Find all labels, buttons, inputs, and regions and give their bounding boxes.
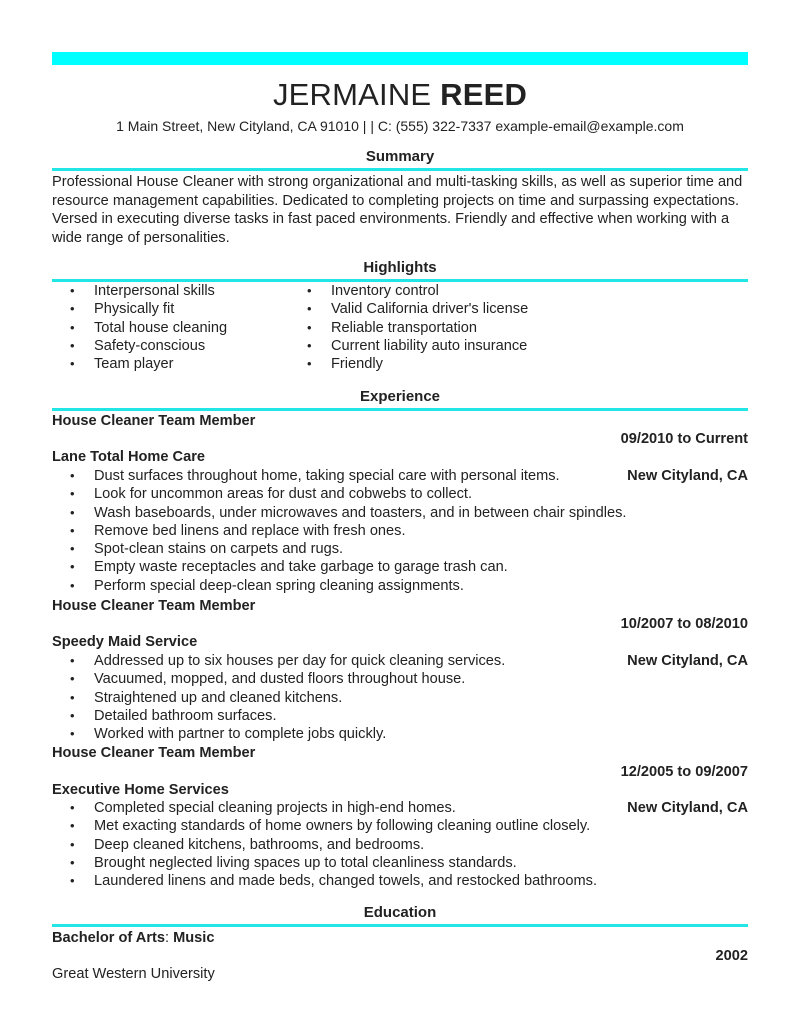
- bullet-icon: •: [70, 356, 75, 372]
- bullet-icon: •: [70, 468, 75, 483]
- bullet-icon: •: [70, 283, 75, 298]
- job-dates: 09/2010 to Current: [620, 431, 748, 447]
- highlight-item: • Reliable transportation: [307, 319, 478, 336]
- job-bullet: • Perform special deep-clean spring cleaning assignments.: [70, 577, 464, 594]
- job-title: House Cleaner Team Member: [52, 598, 256, 614]
- company-name: Lane Total Home Care: [52, 449, 205, 465]
- bullet-icon: •: [70, 301, 75, 317]
- job-bullet: • Wash baseboards, under microwaves and toasters, and in between chair spindles.: [70, 504, 627, 521]
- bullet-icon: •: [70, 522, 75, 538]
- degree-separator: :: [165, 930, 174, 946]
- degree: [52, 929, 214, 947]
- job-bullet: • Completed special cleaning projects in high-end homes.: [70, 800, 456, 816]
- section-title-experience: Experience: [359, 388, 441, 405]
- bullet-icon: •: [307, 283, 312, 298]
- section-divider: [52, 408, 748, 411]
- highlight-item: • Current liability auto insurance: [307, 337, 528, 354]
- bullet-icon: •: [70, 541, 75, 557]
- degree-name: Bachelor of Arts: [52, 930, 165, 946]
- job-bullet: • Dust surfaces throughout home, taking special care with personal items.: [70, 468, 560, 484]
- graduation-year: 2002: [715, 948, 748, 964]
- bullet-icon: •: [70, 577, 75, 593]
- candidate-name: [52, 77, 748, 113]
- bullet-icon: •: [307, 337, 312, 353]
- job-bullet: • Laundered linens and made beds, changed towels, and restocked bathrooms.: [70, 873, 598, 890]
- school-name: Great Western University: [52, 966, 215, 982]
- bullet-icon: •: [70, 559, 75, 575]
- job-title: House Cleaner Team Member: [52, 745, 256, 761]
- bullet-icon: •: [70, 504, 75, 520]
- bullet-icon: •: [70, 873, 75, 889]
- job-location: New Cityland, CA: [627, 653, 748, 669]
- job-title: House Cleaner Team Member: [52, 413, 256, 429]
- summary-text: Professional House Cleaner with strong organizational and multi-tasking skills, as well as superior time and resource management capabilities. Dedicated to completing projects on time and surpassing expectations. Versed in executing diverse tasks in fast paced environments. Friendly and effective when working with a wide range of personalities.: [52, 174, 743, 246]
- job-bullet: • Worked with partner to complete jobs quickly.: [70, 726, 387, 743]
- degree-field: Music: [173, 930, 215, 946]
- bullet-icon: •: [70, 854, 75, 870]
- section-divider: [52, 924, 748, 927]
- job-bullet: • Addressed up to six houses per day for quick cleaning services.: [70, 653, 506, 669]
- bullet-icon: •: [70, 671, 75, 687]
- job-bullet: • Spot-clean stains on carpets and rugs.: [70, 541, 344, 558]
- bullet-icon: •: [307, 356, 312, 372]
- first-name: JERMAINE: [272, 77, 432, 112]
- bullet-icon: •: [70, 707, 75, 723]
- bullet-icon: •: [70, 653, 75, 668]
- job-bullets: [52, 652, 748, 743]
- company-name: Executive Home Services: [52, 782, 229, 798]
- highlight-item: • Valid California driver's license: [307, 301, 529, 318]
- highlight-item: • Team player: [70, 356, 174, 373]
- job-dates: 12/2005 to 09/2007: [620, 764, 748, 780]
- section-divider: [52, 168, 748, 171]
- highlight-item: • Safety-conscious: [70, 337, 206, 354]
- bullet-icon: •: [70, 337, 75, 353]
- highlight-item: • Friendly: [307, 356, 383, 373]
- accent-top-bar: [52, 52, 748, 65]
- job-bullet: • Look for uncommon areas for dust and cobwebs to collect.: [70, 486, 473, 503]
- job-bullets: [52, 467, 748, 595]
- bullet-icon: •: [307, 319, 312, 335]
- job-bullet: • Straightened up and cleaned kitchens.: [70, 689, 343, 706]
- bullet-icon: •: [70, 800, 75, 815]
- bullet-icon: •: [307, 301, 312, 317]
- last-name: REED: [440, 77, 528, 112]
- highlights-right-column: [289, 282, 528, 373]
- job-bullet: • Detailed bathroom surfaces.: [70, 707, 277, 724]
- highlight-item: • Total house cleaning: [70, 319, 228, 336]
- bullet-icon: •: [70, 319, 75, 335]
- job-bullet: • Brought neglected living spaces up to total cleanliness standards.: [70, 854, 517, 871]
- section-title-highlights: Highlights: [363, 259, 437, 276]
- highlight-item: • Physically fit: [70, 301, 175, 318]
- bullet-icon: •: [70, 486, 75, 502]
- job-bullet: • Vacuumed, mopped, and dusted floors throughout house.: [70, 671, 466, 688]
- job-bullets: [52, 799, 748, 890]
- section-title-education: Education: [363, 904, 437, 921]
- highlights-left-column: [52, 282, 227, 373]
- job-bullet: • Met exacting standards of home owners by following cleaning outline closely.: [70, 818, 591, 835]
- bullet-icon: •: [70, 836, 75, 852]
- job-dates: 10/2007 to 08/2010: [620, 616, 748, 632]
- job-location: New Cityland, CA: [627, 800, 748, 816]
- bullet-icon: •: [70, 689, 75, 705]
- section-title-summary: Summary: [365, 148, 435, 165]
- job-bullet: • Deep cleaned kitchens, bathrooms, and bedrooms.: [70, 836, 425, 853]
- contact-line: 1 Main Street, New Cityland, CA 91010 | | C: (555) 322-7337 example-email@example.com: [116, 118, 684, 134]
- highlight-item: • Interpersonal skills: [70, 283, 215, 299]
- job-location: New Cityland, CA: [627, 468, 748, 484]
- job-bullet: • Empty waste receptacles and take garbage to garage trash can.: [70, 559, 508, 576]
- company-name: Speedy Maid Service: [52, 634, 198, 650]
- highlight-item: • Inventory control: [307, 283, 439, 299]
- job-bullet: • Remove bed linens and replace with fresh ones.: [70, 522, 406, 539]
- bullet-icon: •: [70, 818, 75, 834]
- bullet-icon: •: [70, 726, 75, 742]
